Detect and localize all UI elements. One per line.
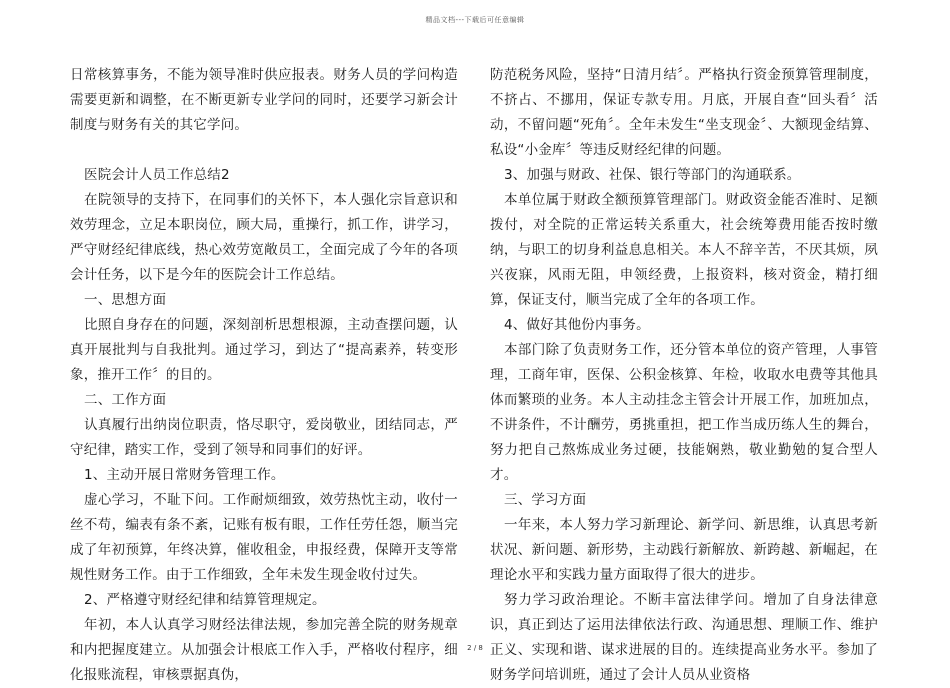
paragraph: 在院领导的支持下，在同事们的关怀下，本人强化宗旨意识和效劳理念，立足本职岗位，顾大局，重操行，抓工作，讲学习，严守财经纪律底线，热心效劳宽敞员工，全面完成了今年的各项会计任务，以下是今年的医院会计工作总结。 [70,192,458,283]
page-number: 2 / 8 [467,644,483,652]
paragraph: 努力学习政治理论。不断丰富法律学问。增加了自身法律意识，真正到达了运用法律依法行政、沟通思想、理顺工作、维护正义、实现和谐、谋求进展的目的。连续提高业务水平。参加了财务学问培训班，通过了会计人员从业资格 [490,592,878,683]
heading-work: 二、工作方面 [84,392,167,408]
page-header: 精品文档---下载后可任意编辑 [425,16,525,24]
paragraph: 年初，本人认真学习财经法律法规，参加完善全院的财务规章和内把握度建立。从加强会计根底工作入手，严格收付程序，细化报账流程，审核票据真伪， [70,617,458,683]
heading-study: 三、学习方面 [504,492,587,508]
right-column [490,63,878,688]
section-title: 医院会计人员工作总结2 [84,167,230,183]
paragraph: 本部门除了负责财务工作，还分管本单位的资产管理，人事管理，工商年审，医保、公积金核算、年检，收取水电费等其他具体而繁琐的业务。本人主动挂念主管会计开展工作，加班加点，不讲条件，不计酬劳，勇挑重担，把工作当成历练人生的舞台，努力把自己熬炼成业务过硬，技能娴熟，敬业勤勉的复合型人才。 [490,342,878,483]
paragraph: 防范税务风险，坚持“日清月结〞。严格执行资金预算管理制度，不挤占、不挪用，保证专款专用。月底，开展自查“回头看〞活动，不留问题“死角〞。全年未发生“坐支现金〞、大额现金结算、私设“小金库〞等违反财经纪律的问题。 [490,67,878,158]
subheading: 2、严格遵守财经纪律和结算管理规定。 [84,592,326,608]
subheading: 1、主动开展日常财务管理工作。 [84,467,285,483]
left-column [70,63,458,688]
paragraph: 比照自身存在的问题，深刻剖析思想根源，主动查摆问题，认真开展批判与自我批判。通过学习，到达了“提高素养，转变形象，推开工作〞的目的。 [70,317,458,383]
paragraph: 本单位属于财政全额预算管理部门。财政资金能否准时、足额拨付，对全院的正常运转关系重大，社会统筹费用能否按时缴纳，与职工的切身利益息息相关。本人不辞辛苦，不厌其烦，夙兴夜寐，风雨无阻，申领经费，上报资料，核对资金，精打细算，保证支付，顺当完成了全年的各项工作。 [490,192,878,308]
subheading: 3、加强与财政、社保、银行等部门的沟通联系。 [504,167,801,183]
paragraph: 虚心学习，不耻下问。工作耐烦细致，效劳热忱主动，收付一丝不苟，编表有条不紊，记账有板有眼，工作任劳任怨，顺当完成了年初预算，年终决算，催收租金，申报经费，保障开支等常规性财务工作。由于工作细致，全年未发生现金收付过失。 [70,492,458,583]
paragraph: 认真履行出纳岗位职责，恪尽职守，爱岗敬业，团结同志，严守纪律，踏实工作，受到了领导和同事们的好评。 [70,417,458,458]
paragraph: 一年来，本人努力学习新理论、新学问、新思维，认真思考新状况、新问题、新形势，主动践行新解放、新跨越、新崛起，在理论水平和实践力量方面取得了很大的进步。 [490,517,878,583]
heading-thought: 一、思想方面 [84,292,167,308]
paragraph: 日常核算事务，不能为领导准时供应报表。财务人员的学问构造需要更新和调整，在不断更新专业学问的同时，还要学习新会计制度与财务有关的其它学问。 [70,67,458,133]
subheading: 4、做好其他份内事务。 [504,317,650,333]
